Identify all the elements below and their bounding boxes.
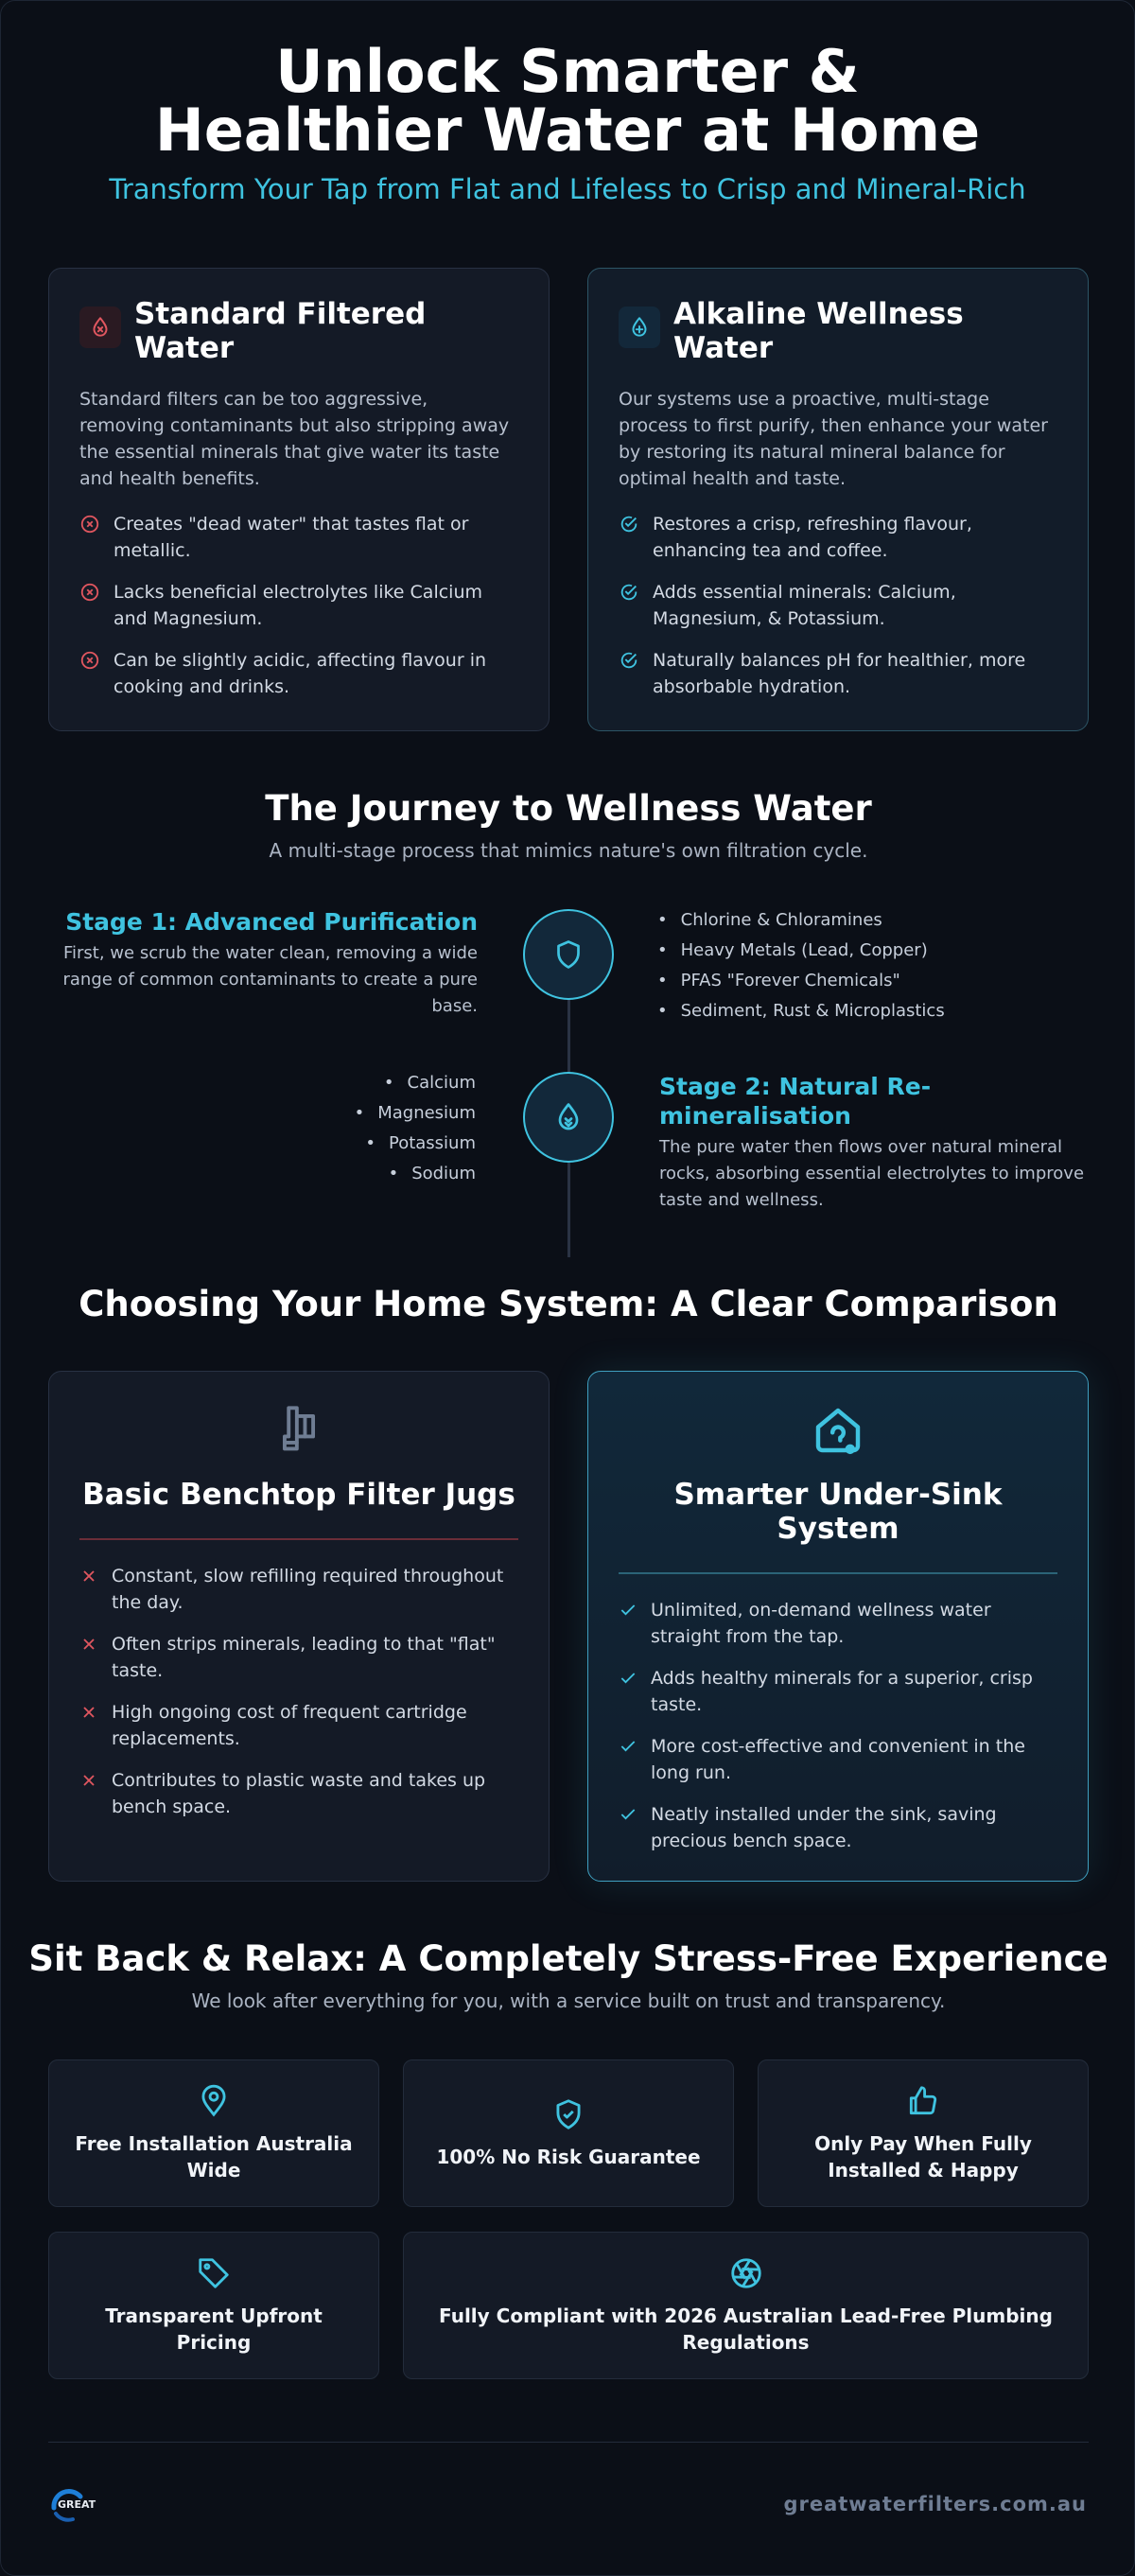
feature-pay-when-happy	[758, 2059, 1089, 2207]
list-item-text: Adds healthy minerals for a superior, crisp taste.	[651, 1668, 1033, 1715]
thumbs-up-icon	[905, 2083, 941, 2119]
check-circle-icon	[619, 650, 639, 671]
list-item: • Chlorine & Chloramines	[657, 905, 945, 936]
water-drop-icon	[523, 1072, 614, 1163]
feature-label: Free Installation Australia Wide	[75, 2132, 353, 2182]
x-icon	[79, 1567, 98, 1586]
footer-divider	[48, 2442, 1089, 2443]
feature-label: Fully Compliant with 2026 Australian Lead-Free Plumbing Regulations	[439, 2304, 1053, 2354]
check-icon	[619, 1737, 637, 1756]
smart-under-sink-title: Smarter Under-Sink System	[673, 1478, 1003, 1546]
journey-subtitle: A multi-stage process that mimics nature's own filtration cycle.	[269, 839, 868, 862]
list-item-text: Contributes to plastic waste and takes up bench space.	[112, 1770, 486, 1817]
list-item-text: Neatly installed under the sink, saving precious bench space.	[651, 1804, 997, 1851]
feature-label: Only Pay When Fully Installed & Happy	[814, 2132, 1032, 2182]
x-circle-icon	[79, 582, 100, 603]
check-icon	[619, 1669, 637, 1688]
list-item	[79, 511, 518, 564]
alkaline-water-card	[587, 268, 1089, 731]
list-item-text: Lacks beneficial electrolytes like Calcium and Magnesium.	[114, 582, 483, 629]
relax-title: Sit Back & Relax: A Completely Stress-Free Experience	[28, 1938, 1109, 1979]
stage-2	[659, 1072, 1089, 1214]
list-item: • Calcium	[355, 1068, 476, 1098]
list-item: • Potassium	[355, 1129, 476, 1159]
feature-no-risk	[403, 2059, 734, 2207]
feature-free-installation	[48, 2059, 379, 2207]
relax-subtitle: We look after everything for you, with a service built on trust and transparency.	[191, 1989, 946, 2012]
list-item-text: Creates "dead water" that tastes flat or metallic.	[114, 514, 469, 561]
check-circle-icon	[619, 582, 639, 603]
list-item	[79, 1767, 518, 1820]
x-circle-icon	[79, 514, 100, 534]
water-drop-plus-icon	[619, 307, 660, 348]
list-item-text: Can be slightly acidic, affecting flavour in cooking and drinks.	[114, 650, 487, 697]
stage-2-text: The pure water then flows over natural mineral rocks, absorbing essential electrolytes to improve taste and wellness.	[659, 1137, 1085, 1210]
feature-transparent-pricing	[48, 2232, 379, 2379]
list-item-text: More cost-effective and convenient in the long run.	[651, 1736, 1025, 1783]
check-icon	[619, 1601, 637, 1620]
list-item	[619, 1665, 1057, 1718]
page-title: Unlock Smarter & Healthier Water at Home	[154, 37, 981, 165]
svg-text:GREAT: GREAT	[58, 2498, 96, 2511]
stage-1-text: First, we scrub the water clean, removing a wide range of common contaminants to create a pure base.	[62, 943, 478, 1016]
check-circle-icon	[619, 514, 639, 534]
system-comparison	[48, 1371, 1089, 1882]
journey-title: The Journey to Wellness Water	[265, 788, 872, 829]
list-item-text: High ongoing cost of frequent cartridge replacements.	[112, 1702, 467, 1749]
stage-1	[48, 907, 478, 1020]
shield-check-icon	[550, 2096, 586, 2132]
list-item-text: Often strips minerals, leading to that "flat" taste.	[112, 1634, 496, 1681]
feature-lead-free-compliant	[403, 2232, 1089, 2379]
filter-jug-icon	[274, 1404, 323, 1457]
list-item: • Sodium	[355, 1159, 476, 1189]
smart-home-icon	[812, 1404, 864, 1457]
list-item-text: Unlimited, on-demand wellness water straight from the tap.	[651, 1600, 991, 1647]
x-icon	[79, 1771, 98, 1790]
list-item	[619, 647, 1057, 700]
smart-under-sink-card	[587, 1371, 1089, 1882]
list-item	[79, 1631, 518, 1684]
site-url[interactable]: greatwaterfilters.com.au	[783, 2493, 1087, 2515]
alkaline-water-description: Our systems use a proactive, multi-stage process to first purify, then enhance your water by restoring its natural mineral balance for optimal health and taste.	[619, 389, 1048, 489]
x-icon	[79, 1635, 98, 1654]
list-item	[619, 1801, 1057, 1854]
list-item-text: Naturally balances pH for healthier, more absorbable hydration.	[653, 650, 1026, 697]
stage-2-title: Stage 2: Natural Re-mineralisation	[659, 1073, 932, 1130]
list-item-text: Constant, slow refilling required throughout the day.	[112, 1566, 504, 1613]
list-item	[619, 1733, 1057, 1786]
list-item	[79, 1699, 518, 1752]
price-tag-icon	[196, 2255, 232, 2291]
choose-title: Choosing Your Home System: A Clear Comparison	[79, 1284, 1058, 1324]
standard-water-description: Standard filters can be too aggressive, removing contaminants but also stripping away the essential minerals that give water its taste and health benefits.	[79, 389, 510, 489]
stage-1-title: Stage 1: Advanced Purification	[65, 908, 478, 936]
basic-filter-jugs-card	[48, 1371, 550, 1882]
list-item	[619, 511, 1057, 564]
list-item	[619, 1597, 1057, 1650]
shield-icon	[523, 909, 614, 1000]
list-item	[79, 647, 518, 700]
water-drop-x-icon	[79, 307, 121, 348]
hero	[1, 1, 1134, 205]
x-circle-icon	[79, 650, 100, 671]
list-item	[619, 579, 1057, 632]
list-item	[79, 579, 518, 632]
basic-filter-jugs-title: Basic Benchtop Filter Jugs	[82, 1478, 515, 1512]
standard-water-title: Standard Filtered Water	[134, 297, 427, 365]
check-icon	[619, 1805, 637, 1824]
divider	[619, 1572, 1057, 1574]
stage-2-minerals-list	[355, 1068, 476, 1189]
location-pin-icon	[196, 2083, 232, 2119]
list-item: • Magnesium	[355, 1098, 476, 1129]
list-item: • Sediment, Rust & Microplastics	[657, 996, 945, 1026]
great-water-logo	[48, 2483, 109, 2525]
aperture-icon	[728, 2255, 764, 2291]
page-subtitle: Transform Your Tap from Flat and Lifeless to Crisp and Mineral-Rich	[109, 173, 1026, 205]
feature-label: 100% No Risk Guarantee	[436, 2146, 701, 2168]
list-item	[79, 1563, 518, 1616]
list-item: • Heavy Metals (Lead, Copper)	[657, 936, 945, 966]
divider	[79, 1538, 518, 1540]
alkaline-water-title: Alkaline Wellness Water	[673, 297, 964, 365]
list-item-text: Restores a crisp, refreshing flavour, enhancing tea and coffee.	[653, 514, 972, 561]
stage-1-contaminants-list	[657, 905, 945, 1026]
list-item-text: Adds essential minerals: Calcium, Magnesium, & Potassium.	[653, 582, 956, 629]
feature-label: Transparent Upfront Pricing	[105, 2304, 323, 2354]
list-item: • PFAS "Forever Chemicals"	[657, 966, 945, 996]
water-comparison	[48, 268, 1089, 731]
x-icon	[79, 1703, 98, 1722]
standard-water-card	[48, 268, 550, 731]
